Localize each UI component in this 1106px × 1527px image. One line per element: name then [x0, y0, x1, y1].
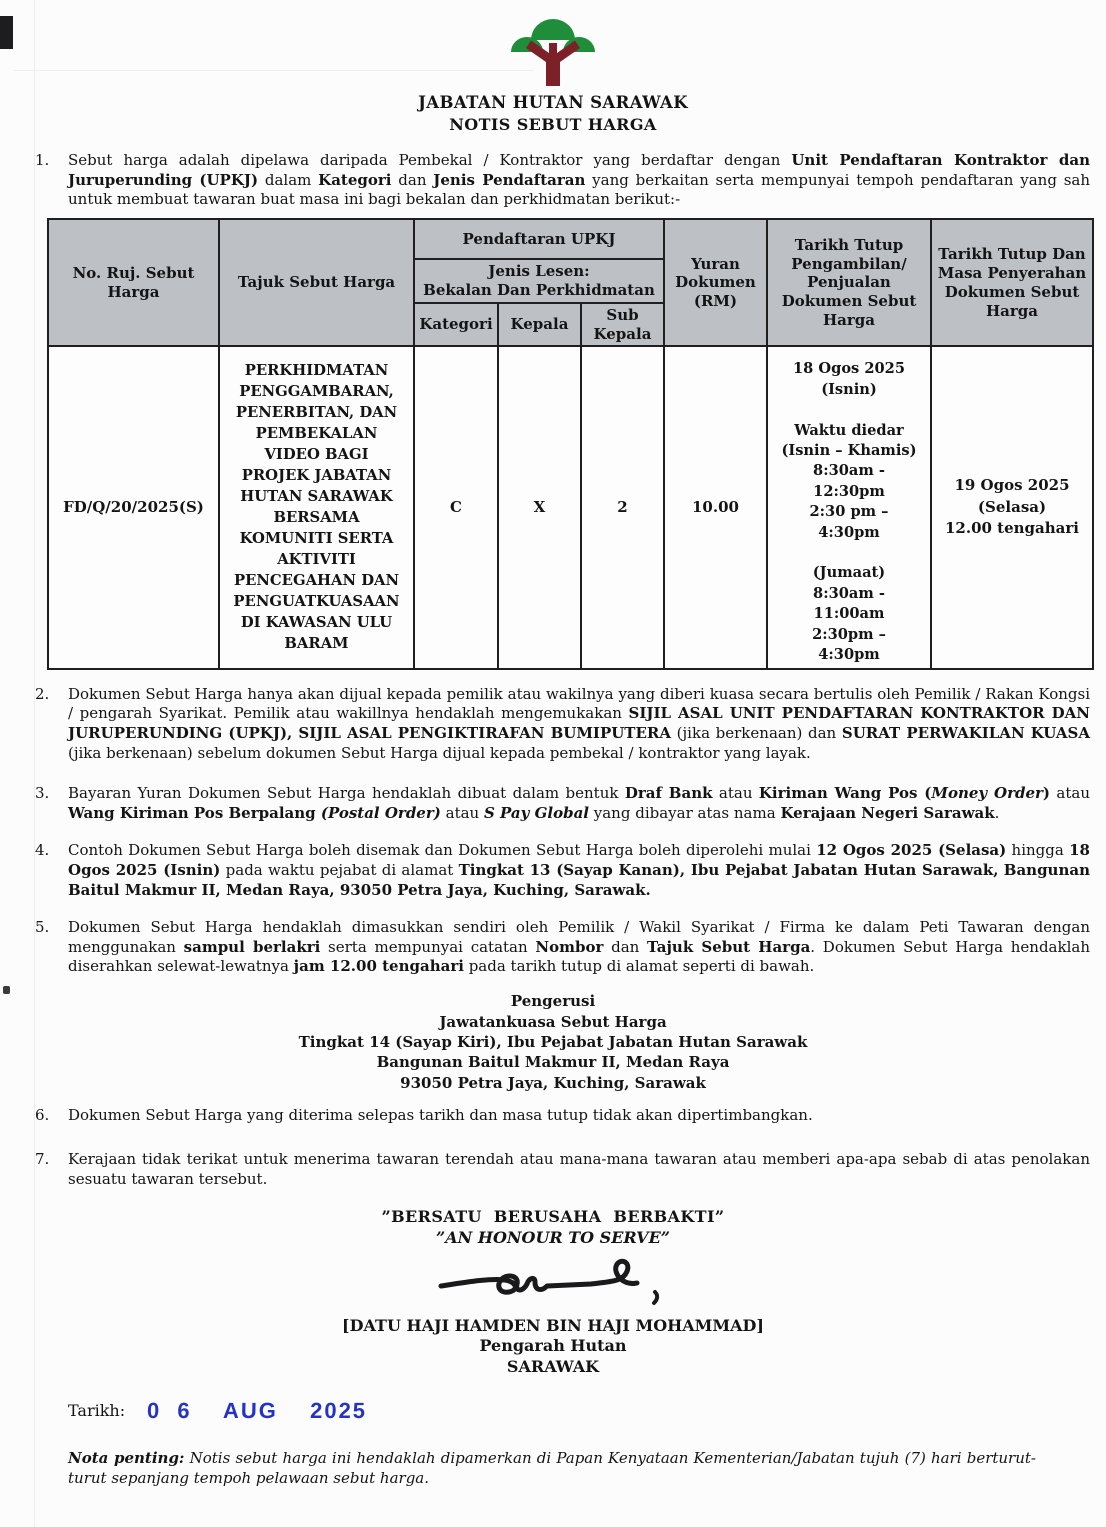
- para-number: 6.: [35, 1106, 50, 1125]
- cell-kategori: C: [414, 346, 498, 668]
- cell-tarikh-pengambilan: 18 Ogos 2025 (Isnin) Waktu diedar (Isnin – Khamis) 8:30am - 12:30pm 2:30 pm – 4:30pm (Jumaat) 8:30am - 11:00am 2:30pm – 4:30pm: [767, 346, 931, 668]
- paragraph-4: [35, 841, 1090, 900]
- th-tajuk: Tajuk Sebut Harga: [219, 219, 414, 346]
- signatory-title: Pengarah Hutan: [479, 1336, 627, 1356]
- para-number: 4.: [35, 841, 50, 860]
- scan-artifact-left: [3, 986, 10, 994]
- para-text: Kerajaan tidak terikat untuk menerima tawaran terendah atau mana-mana tawaran atau memberi apa-apa sebab di atas penolakan sesuatu tawaran tersebut.: [68, 1149, 1090, 1188]
- document-header: [0, 0, 1106, 135]
- signatory-name: [DATU HAJI HAMDEN BIN HAJI MOHAMMAD]: [342, 1315, 764, 1335]
- cell-yuran: 10.00: [664, 346, 767, 668]
- para-number: 5.: [35, 917, 50, 936]
- scan-streak-line: [14, 70, 534, 71]
- th-tarikh-penyerahan: Tarikh Tutup Dan Masa Penyerahan Dokumen Sebut Harga: [931, 219, 1093, 346]
- paragraph-3: [35, 784, 1090, 824]
- signature-scribble-icon: [433, 1254, 673, 1310]
- th-kategori: Kategori: [414, 303, 498, 347]
- para-text: Bayaran Yuran Dokumen Sebut Harga hendaklah dibuat dalam bentuk Draf Bank atau Kiriman Wang Pos (Money Order) atau Wang Kiriman Pos Berpalang (Postal Order) atau S Pay Global yang dibayar atas nama Kerajaan Negeri Sarawak.: [68, 783, 1091, 822]
- tree-logo-icon: [492, 12, 614, 88]
- para-text: Dokumen Sebut Harga hanya akan dijual kepada pemilik atau wakilnya yang diberi kuasa secara bertulis oleh Pemilik / Rakan Kongsi / pengarah Syarikat. Pemilik atau wakillnya hendaklah mengemukakan SIJIL ASAL UNIT PENDAFTARAN KONTRAKTOR DAN JURUPERUNDING (UPKJ), SIJIL ASAL PENGIKTIRAFAN BUMIPUTERA (jika berkenaan) dan SURAT PERWAKILAN KUASA (jika berkenaan) sebelum dokumen Sebut Harga dijual kepada pembekal / kontraktor yang layak.: [68, 684, 1090, 762]
- para-text: Dokumen Sebut Harga hendaklah dimasukkan sendiri oleh Pemilik / Wakil Syarikat / Firma ke dalam Peti Tawaran dengan menggunakan sampul berlakri serta mempunyai catatan Nombor dan Tajuk Sebut Harga. Dokumen Sebut Harga hendaklah diserahkan selewat-lewatnya jam 12.00 tengahari pada tarikh tutup di alamat seperti di bawah.: [68, 917, 1090, 976]
- motto-line-1: ”BERSATU BERUSAHA BERBAKTI”: [381, 1206, 725, 1226]
- para-number: 7.: [35, 1149, 50, 1168]
- th-jenis-lesen: Jenis Lesen: Bekalan Dan Perkhidmatan: [414, 259, 664, 303]
- submission-address-block: Pengerusi Jawatankuasa Sebut Harga Tingkat 14 (Sayap Kiri), Ibu Pejabat Jabatan Hutan Sarawak Bangunan Baitul Makmur II, Medan Raya 93050 Petra Jaya, Kuching, Sarawak: [298, 992, 808, 1092]
- scan-artifact-top-left: [0, 16, 13, 49]
- cell-kepala: X: [498, 346, 581, 668]
- paragraph-2: [35, 685, 1090, 764]
- signatory-region: SARAWAK: [506, 1357, 600, 1377]
- scan-edge-line: [34, 0, 35, 1527]
- th-pendaftaran-upkj: Pendaftaran UPKJ: [414, 219, 664, 259]
- cell-no-ruj: FD/Q/20/2025(S): [48, 346, 219, 668]
- para-text: Contoh Dokumen Sebut Harga boleh disemak dan Dokumen Sebut Harga boleh diperolehi mulai 12 Ogos 2025 (Selasa) hingga 18 Ogos 2025 (Isnin) pada waktu pejabat di alamat Tingkat 13 (Sayap Kanan), Ibu Pejabat Jabatan Hutan Sarawak, Bangunan Baitul Makmur II, Medan Raya, 93050 Petra Jaya, Kuching, Sarawak.: [68, 841, 1090, 899]
- date-line: [68, 1396, 1106, 1425]
- th-yuran: Yuran Dokumen (RM): [664, 219, 767, 346]
- date-label: Tarikh:: [68, 1400, 126, 1420]
- th-sub-kepala: Sub Kepala: [581, 303, 664, 347]
- paragraph-7: [35, 1150, 1090, 1190]
- para-number: 3.: [35, 783, 50, 802]
- para-text: Sebut harga adalah dipelawa daripada Pembekal / Kontraktor yang berdaftar dengan Unit Pendaftaran Kontraktor dan Juruperunding (UPKJ) dalam Kategori dan Jenis Pendaftaran yang berkaitan serta mempunyai tempoh pendaftaran yang sah untuk membuat tawaran buat masa ini bagi bekalan dan perkhidmatan berikut:-: [68, 150, 1091, 209]
- motto-line-2: ”AN HONOUR TO SERVE”: [436, 1227, 670, 1247]
- paragraph-5: [35, 918, 1090, 977]
- doc-title: NOTIS SEBUT HARGA: [449, 114, 657, 134]
- date-stamp: 0 6 AUG 2025: [146, 1397, 368, 1423]
- cell-sub-kepala: 2: [581, 346, 664, 668]
- cell-tajuk: PERKHIDMATAN PENGGAMBARAN, PENERBITAN, DAN PEMBEKALAN VIDEO BAGI PROJEK JABATAN HUTAN SARAWAK BERSAMA KOMUNITI SERTA AKTIVITI PENCEGAHAN DAN PENGUATKUASAAN DI KAWASAN ULU BARAM: [219, 346, 414, 668]
- important-note: Nota penting: Notis sebut harga ini hendaklah dipamerkan di Papan Kenyataan Kementerian/Jabatan tujuh (7) hari berturut-turut sepanjang tempoh pelawaan sebut harga.: [68, 1448, 1036, 1487]
- th-kepala: Kepala: [498, 303, 581, 347]
- th-no-ruj: No. Ruj. Sebut Harga: [48, 219, 219, 346]
- org-title: JABATAN HUTAN SARAWAK: [418, 93, 688, 112]
- cell-tarikh-penyerahan: 19 Ogos 2025 (Selasa) 12.00 tengahari: [931, 346, 1093, 668]
- th-tarikh-pengambilan: Tarikh Tutup Pengambilan/ Penjualan Dokumen Sebut Harga: [767, 219, 931, 346]
- para-text: Dokumen Sebut Harga yang diterima selepas tarikh dan masa tutup tidak akan dipertimbangkan.: [68, 1106, 813, 1125]
- signature-area: [0, 1254, 1106, 1378]
- table-row: [48, 346, 1093, 668]
- para-number: 2.: [35, 684, 50, 703]
- tender-table: [47, 218, 1094, 669]
- paragraph-1: [35, 151, 1090, 210]
- paragraph-6: [35, 1106, 1090, 1126]
- para-number: 1.: [35, 150, 50, 169]
